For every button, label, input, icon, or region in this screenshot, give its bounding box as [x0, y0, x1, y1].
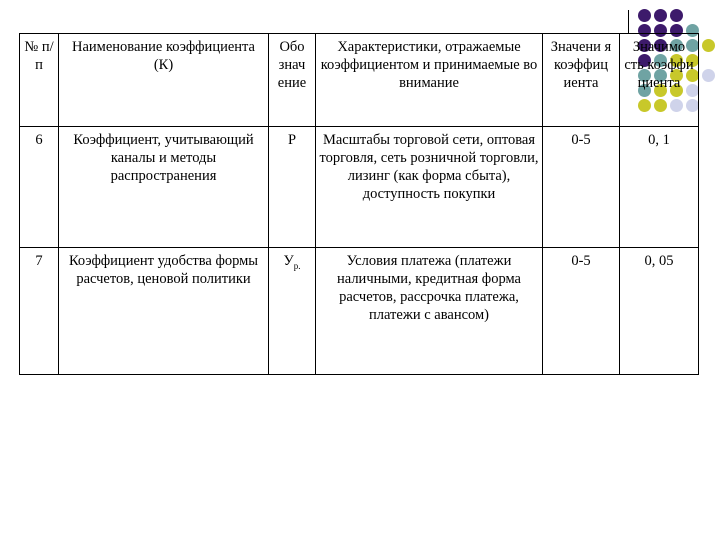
header-symbol: Обо знач ение [269, 34, 316, 127]
cell-weight: 0, 05 [620, 248, 699, 375]
cell-symbol [269, 127, 316, 248]
cell-num: 7 [20, 248, 59, 375]
header-values: Значени я коэффиц иента [543, 34, 620, 127]
cell-name: Коэффициент удобства формы расчетов, ценовой политики [59, 248, 269, 375]
cell-symbol [269, 248, 316, 375]
cell-values: 0-5 [543, 248, 620, 375]
header-characteristics: Характеристики, отражаемые коэффициентом и принимаемые во внимание [316, 34, 543, 127]
decorative-line [628, 10, 629, 34]
header-weight: Значимо сть коэффи циента [620, 34, 699, 127]
decorative-dot [670, 9, 683, 22]
table-row [20, 248, 699, 375]
coefficients-table [19, 33, 699, 375]
table-row [20, 127, 699, 248]
cell-name: Коэффициент, учитывающий каналы и методы распространения [59, 127, 269, 248]
cell-characteristics: Масштабы торговой сети, оптовая торговля, сеть розничной торговли, лизинг (как форма сбыта), доступность покупки [316, 127, 543, 248]
decorative-dot [702, 69, 715, 82]
symbol-text: У [283, 253, 294, 269]
header-name: Наименование коэффициента (К) [59, 34, 269, 127]
table-header-row [20, 34, 699, 127]
decorative-dot [638, 9, 651, 22]
symbol-subscript: р. [293, 260, 301, 271]
symbol-text: Р [287, 132, 297, 148]
cell-num: 6 [20, 127, 59, 248]
decorative-dot [654, 9, 667, 22]
cell-values: 0-5 [543, 127, 620, 248]
header-num: № п/п [20, 34, 59, 127]
decorative-dot [702, 39, 715, 52]
cell-weight: 0, 1 [620, 127, 699, 248]
cell-characteristics: Условия платежа (платежи наличными, кредитная форма расчетов, рассрочка платежа, платежи с авансом) [316, 248, 543, 375]
